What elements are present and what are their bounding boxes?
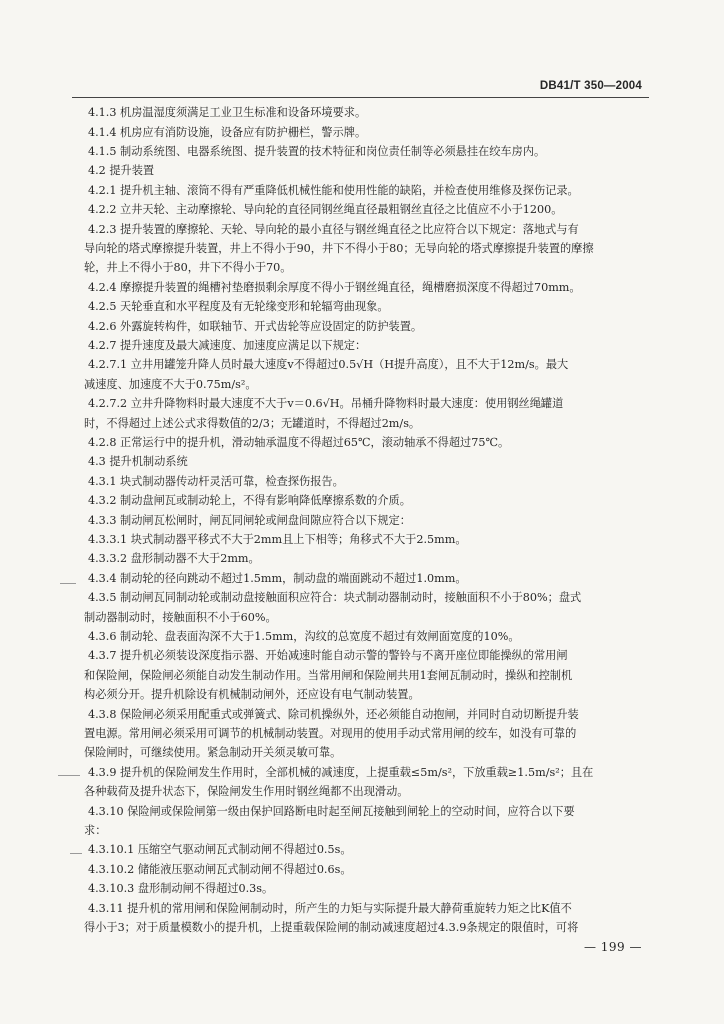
text-line: 4.1.3 机房温湿度须满足工业卫生标准和设备环境要求。 <box>88 106 367 119</box>
text-line: 减速度、加速度不大于0.75m/s²。 <box>84 378 257 391</box>
text-line: 各种载荷及提升状态下，保险闸发生作用时钢丝绳都不出现滑动。 <box>84 785 409 798</box>
text-line: 4.3.10.1 压缩空气驱动闸瓦式制动闸不得超过0.5s。 <box>88 843 352 856</box>
text-line: 4.2.7.2 立井升降物料时最大速度不大于v＝0.6√H。吊桶升降物料时最大速度：使用钢丝绳罐道 <box>88 397 564 410</box>
text-line: 4.3.10.3 盘形制动闸不得超过0.3s。 <box>88 882 274 895</box>
text-line: 4.2.4 摩擦提升装置的绳槽衬垫磨损剩余厚度不得小于钢丝绳直径，绳槽磨损深度不得超过70mm。 <box>88 281 581 294</box>
scan-artifact <box>60 583 76 584</box>
text-line: 构必须分开。提升机除设有机械制动闸外，还应设有电气制动装置。 <box>84 688 420 701</box>
scan-artifact <box>70 853 82 854</box>
text-line: 4.3.4 制动轮的径向跳动不超过1.5mm，制动盘的端面跳动不超过1.0mm。 <box>88 572 467 585</box>
text-line: 4.3.7 提升机必须装设深度指示器、开始减速时能自动示警的警铃与不离开座位即能操纵的常用闸 <box>88 649 568 662</box>
text-line: 4.2.7 提升速度及最大减速度、加速度应满足以下规定： <box>88 339 367 352</box>
text-line: 4.2.6 外露旋转构件，如联轴节、开式齿轮等应设固定的防护装置。 <box>88 320 423 333</box>
text-line: 4.3.6 制动轮、盘表面沟深不大于1.5mm，沟纹的总宽度不超过有效闸面宽度的10%。 <box>88 630 520 643</box>
text-line: 制动器制动时，接触面积不小于60%。 <box>84 611 277 624</box>
text-line: 4.2.8 正常运行中的提升机，滑动轴承温度不得超过65℃，滚动轴承不得超过75℃。 <box>88 436 510 449</box>
header-divider <box>72 97 649 98</box>
text-line: 4.2.2 立井天轮、主动摩擦轮、导向轮的直径同钢丝绳直径最粗钢丝直径之比值应不小于1200。 <box>88 203 563 216</box>
text-line: 导向轮的塔式摩擦提升装置，井上不得小于90，井下不得小于80；无导向轮的塔式摩擦提升装置的摩擦 <box>84 242 594 255</box>
text-line: 4.3.11 提升机的常用闸和保险闸制动时，所产生的力矩与实际提升最大静荷重旋转力矩之比K值不 <box>88 902 572 915</box>
text-line: 4.3.3.1 块式制动器平移式不大于2mm且上下相等；角移式不大于2.5mm。 <box>88 533 467 546</box>
text-line: 和保险闸，保险闸必须能自动发生制动作用。当常用闸和保险闸共用1套闸瓦制动时，操纵和控制机 <box>84 669 573 682</box>
text-line: 4.2.7.1 立井用罐笼升降人员时最大速度v不得超过0.5√H（H提升高度），且不大于12m/s。最大 <box>88 358 569 371</box>
text-line: 置电源。常用闸必须采用可调节的机械制动装置。对现用的使用手动式常用闸的绞车，如没有可靠的 <box>84 727 577 740</box>
text-line: 4.1.5 制动系统图、电器系统图、提升装置的技术特征和岗位责任制等必须悬挂在绞车房内。 <box>88 145 546 158</box>
text-line: 保险闸时，可继续使用。紧急制动开关须灵敏可靠。 <box>84 746 342 759</box>
text-line: 4.3.8 保险闸必须采用配重式或弹簧式、除司机操纵外，还必须能自动抱闸，并同时自动切断提升装 <box>88 708 579 721</box>
text-line: 4.3.3.2 盘形制动器不大于2mm。 <box>88 552 260 565</box>
text-line: 4.2.5 天轮垂直和水平程度及有无轮缘变形和轮辐弯曲现象。 <box>88 300 389 313</box>
text-line: 轮，井上不得小于80，井下不得小于70。 <box>84 261 292 274</box>
section-heading: 4.2 提升装置 <box>88 164 155 177</box>
section-heading: 4.3 提升机制动系统 <box>88 455 188 468</box>
standard-code: DB41/T 350—2004 <box>539 80 642 92</box>
text-line: 4.3.1 块式制动器传动杆灵活可靠，检查探伤报告。 <box>88 475 344 488</box>
text-line: 4.1.4 机房应有消防设施，设备应有防护栅栏，警示牌。 <box>88 126 367 139</box>
text-line: 4.3.10 保险闸或保险闸第一级由保护回路断电时起至闸瓦接触到闸轮上的空动时间，应符合以下要 <box>88 805 575 818</box>
text-line: 4.3.5 制动闸瓦同制动轮或制动盘接触面积应符合：块式制动器制动时，接触面积不小于80%；盘式 <box>88 591 582 604</box>
text-line: 4.2.3 提升装置的摩擦轮、天轮、导向轮的最小直径与钢丝绳直径之比应符合以下规定：落地式与有 <box>88 223 579 236</box>
text-line: 4.3.3 制动闸瓦松闸时，闸瓦同闸轮或闸盘间隙应符合以下规定： <box>88 514 411 527</box>
page-number: — 199 — <box>583 940 642 954</box>
scan-artifact <box>58 775 80 776</box>
text-line: 求： <box>84 824 107 837</box>
text-line: 4.3.2 制动盘闸瓦或制动轮上，不得有影响降低摩擦系数的介质。 <box>88 494 411 507</box>
text-line: 时，不得超过上述公式求得数值的2/3；无罐道时，不得超过2m/s。 <box>84 417 421 430</box>
text-line: 4.3.10.2 储能液压驱动闸瓦式制动闸不得超过0.6s。 <box>88 863 352 876</box>
text-line: 4.2.1 提升机主轴、滚筒不得有严重降低机械性能和使用性能的缺陷，并检查使用维修及探伤记录。 <box>88 184 579 197</box>
text-line: 4.3.9 提升机的保险闸发生作用时，全部机械的减速度，上提重载≤5m/s²，下放重载≥1.5m/s²；且在 <box>88 766 594 779</box>
text-line: 得小于3；对于质量模数小的提升机，上提重载保险闸的制动减速度超过4.3.9条规定的限值时，可将 <box>84 921 579 934</box>
